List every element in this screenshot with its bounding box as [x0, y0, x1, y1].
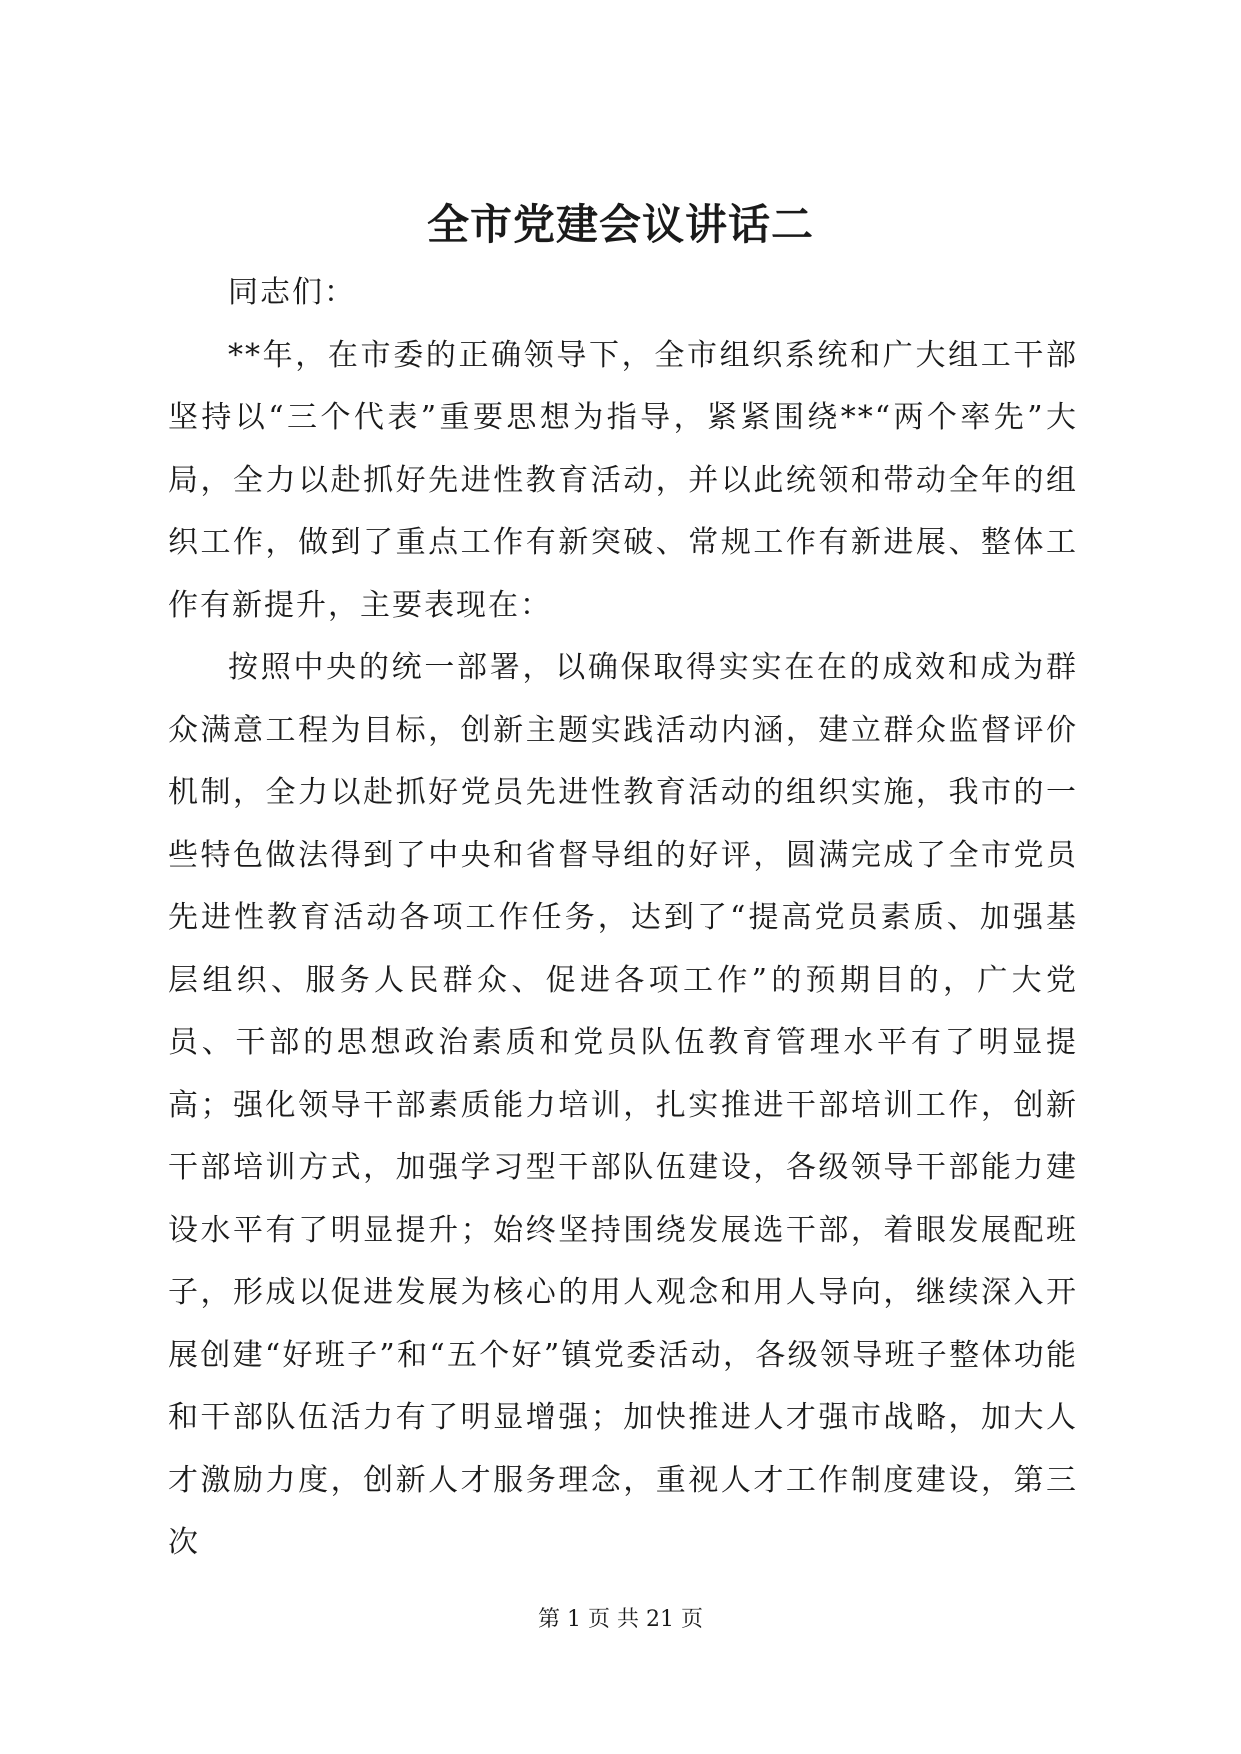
- paragraph: **年，在市委的正确领导下，全市组织系统和广大组工干部坚持以“三个代表”重要思想为指导，紧紧围绕**“两个率先”大局，全力以赴抓好先进性教育活动，并以此统领和带动全年的组织工作，做到了重点工作有新突破、常规工作有新进展、整体工作有新提升，主要表现在：: [168, 337, 1078, 623]
- document-title: 全市党建会议讲话二: [426, 200, 814, 249]
- salutation: 同志们：: [228, 275, 356, 310]
- page-number: 第 1 页 共 21 页: [538, 1607, 703, 1632]
- paragraph: 按照中央的统一部署，以确保取得实实在在的成效和成为群众满意工程为目标，创新主题实践活动内涵，建立群众监督评价机制，全力以赴抓好党员先进性教育活动的组织实施，我市的一些特色做法得到了中央和省督导组的好评，圆满完成了全市党员先进性教育活动各项工作任务，达到了“提高党员素质、加强基层组织、服务人民群众、促进各项工作”的预期目的，广大党员、干部的思想政治素质和党员队伍教育管理水平有了明显提高；强化领导干部素质能力培训，扎实推进干部培训工作，创新干部培训方式，加强学习型干部队伍建设，各级领导干部能力建设水平有了明显提升；始终坚持围绕发展选干部，着眼发展配班子，形成以促进发展为核心的用人观念和用人导向，继续深入开展创建“好班子”和“五个好”镇党委活动，各级领导班子整体功能和干部队伍活力有了明显增强；加快推进人才强市战略，加大人才激励力度，创新人才服务理念，重视人才工作制度建设，第三次: [168, 650, 1078, 1560]
- document-body: [168, 262, 1078, 1575]
